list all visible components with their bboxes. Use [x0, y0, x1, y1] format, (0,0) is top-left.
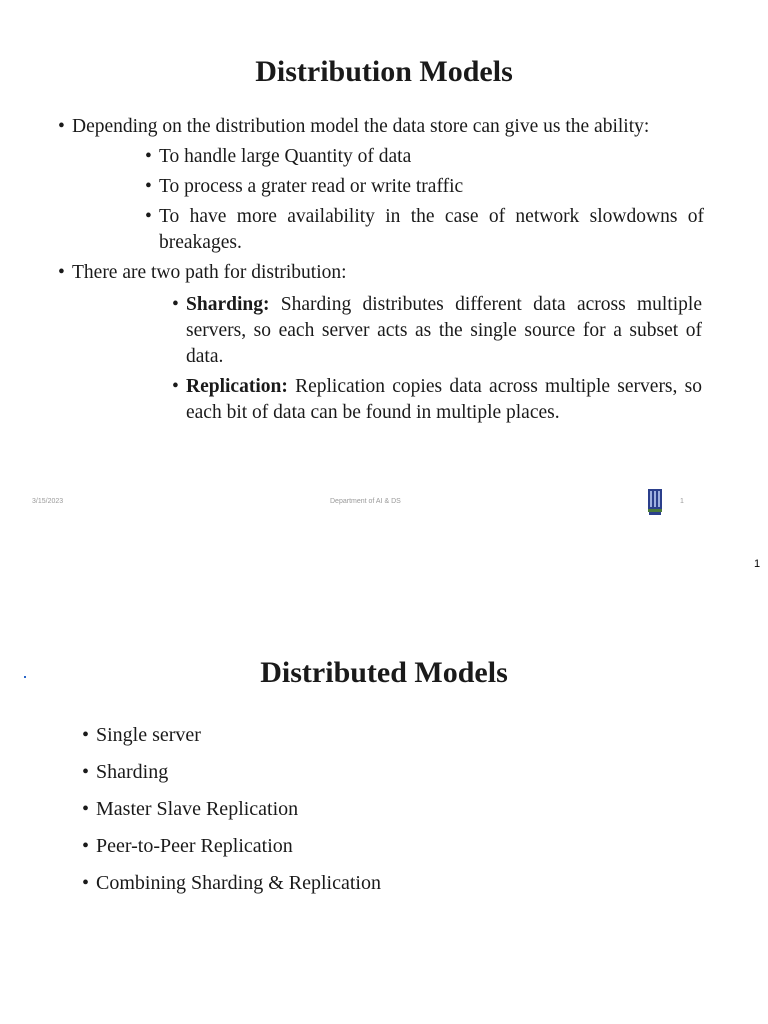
paths-intro-text: There are two path for distribution:: [72, 262, 347, 283]
list-item: [82, 759, 168, 785]
footer-department: Department of AI & DS: [330, 498, 401, 505]
list-item: [82, 796, 298, 822]
intro-text: Depending on the distribution model the data store can give us the ability:: [72, 116, 650, 137]
ability-item: [145, 144, 411, 170]
bullet-glyph: •: [82, 724, 90, 746]
list-item: [82, 722, 201, 748]
path-description: Replication copies data across multiple servers, so each bit of data can be found in multiple places.: [186, 376, 702, 423]
list-item-text: Sharding: [96, 761, 169, 783]
bullet-glyph: •: [58, 262, 65, 283]
intro-bullet: [58, 114, 649, 140]
bullet-glyph: •: [58, 116, 65, 137]
slide-title: Distributed Models: [260, 656, 508, 689]
bullet-glyph: •: [145, 176, 152, 197]
bullet-glyph: •: [82, 761, 90, 783]
footer-date: 3/15/2023: [32, 498, 64, 505]
list-item: [82, 833, 293, 859]
list-item-text: Single server: [96, 724, 201, 746]
path-sharding: [172, 292, 702, 370]
bullet-glyph: •: [82, 798, 90, 820]
institution-logo-icon: [648, 489, 662, 517]
list-item: [82, 870, 381, 896]
bullet-glyph: •: [172, 376, 179, 397]
footer-slide-number: 1: [680, 498, 684, 505]
slide-title: Distribution Models: [255, 55, 513, 88]
ability-text: To handle large Quantity of data: [159, 146, 412, 167]
bullet-glyph: •: [172, 294, 179, 315]
path-description: Sharding distributes different data across multiple servers, so each server acts as the single source for a subset of data.: [186, 294, 703, 367]
ability-item: [145, 204, 704, 256]
page-number: 1: [754, 558, 761, 570]
ability-text: To have more availability in the case of network slowdowns of breakages.: [159, 206, 704, 253]
bullet-glyph: •: [82, 835, 90, 857]
paths-intro-bullet: [58, 260, 347, 286]
ability-text: To process a grater read or write traffic: [159, 176, 464, 197]
list-item-text: Peer-to-Peer Replication: [96, 835, 293, 857]
path-term: Replication:: [186, 376, 288, 397]
bullet-glyph: •: [82, 872, 90, 894]
path-term: Sharding:: [186, 294, 270, 315]
list-item-text: Master Slave Replication: [96, 798, 299, 820]
bullet-glyph: •: [145, 146, 152, 167]
path-replication: [172, 374, 702, 426]
bullet-glyph: •: [145, 206, 152, 227]
list-item-text: Combining Sharding & Replication: [96, 872, 381, 894]
ability-item: [145, 174, 463, 200]
